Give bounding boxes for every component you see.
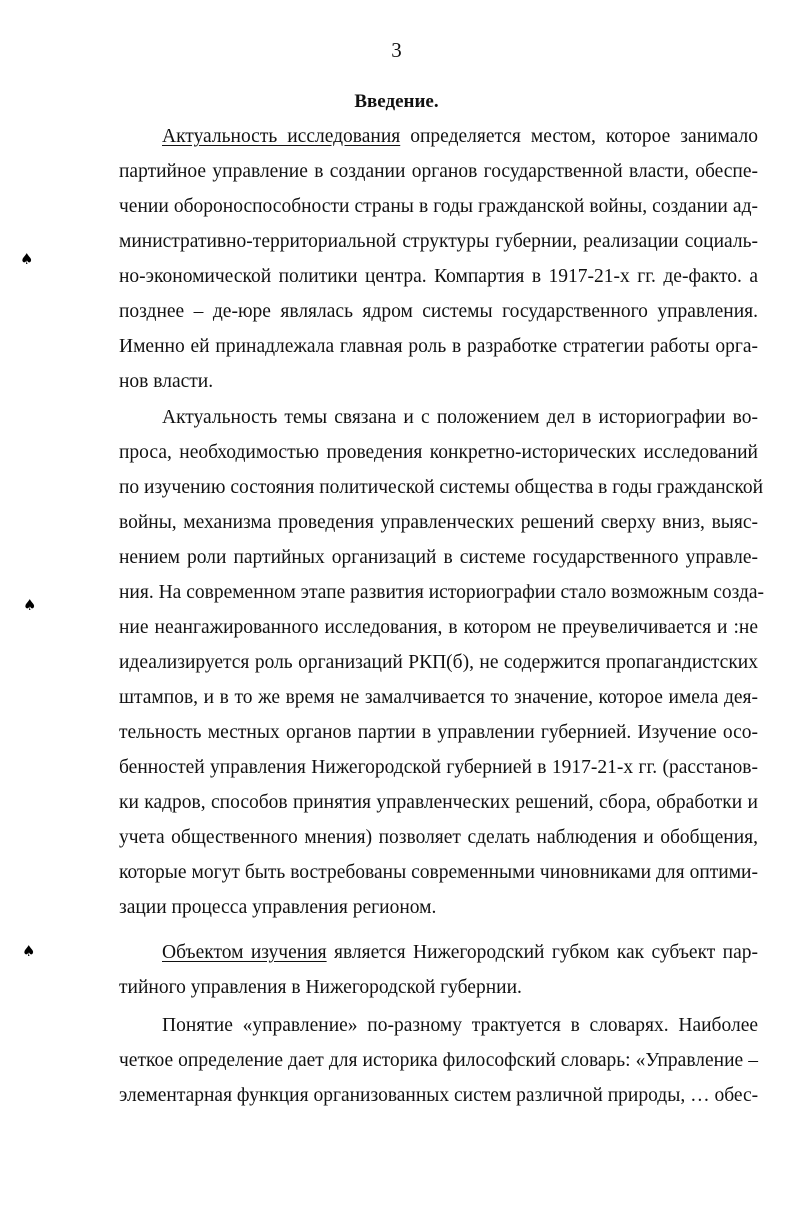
text-line: идеализируется роль организаций РКП(б), не содержится пропагандистских [119, 652, 758, 673]
text-line: тельность местных органов партии в управлении губернией. Изучение осо- [119, 722, 758, 743]
text-line: Именно ей принадлежала главная роль в разработке стратегии работы орга- [119, 336, 758, 357]
text-line: Объектом изучения является Нижегородский губком как субъект пар- [162, 942, 758, 963]
text-line: партийное управление в создании органов государственной власти, обеспе- [119, 161, 758, 182]
text-line: учета общественного мнения) позволяет сделать наблюдения и обобщения, [119, 827, 758, 848]
text-line: Актуальность темы связана и с положением дел в историографии во- [162, 407, 758, 428]
text-line: по изучению состояния политической системы общества в годы гражданской [119, 477, 764, 498]
section-heading: Введение. [354, 91, 439, 112]
text-line: чении обороноспособности страны в годы гражданской войны, создании ад- [119, 196, 758, 217]
binding-hole-mark: ♠ [23, 596, 37, 614]
text-line: министративно-территориальной структуры губернии, реализации социаль- [119, 231, 758, 252]
text-line: но-экономической политики центра. Компартия в 1917-21-х гг. де-факто. а [119, 266, 758, 287]
text-line: зации процесса управления регионом. [119, 897, 437, 918]
page-number: 3 [391, 38, 402, 62]
text-line: ки кадров, способов принятия управленческих решений, сбора, обработки и [119, 792, 758, 813]
binding-hole-mark: ♠ [22, 942, 36, 960]
text-line: проса, необходимостью проведения конкретно-исторических исследований [119, 442, 758, 463]
text-line: нением роли партийных организаций в системе государственного управле- [119, 547, 758, 568]
underlined-term: Актуальность исследования [162, 126, 401, 147]
text-line: элементарная функция организованных систем различной природы, … обес- [119, 1085, 759, 1106]
text-line: тийного управления в Нижегородской губернии. [119, 977, 522, 998]
binding-hole-mark: ♠ [20, 250, 34, 268]
text-line: Понятие «управление» по-разному трактуется в словарях. Наиболее [162, 1015, 758, 1036]
text-line: ния. На современном этапе развития историографии стало возможным созда- [119, 582, 765, 603]
text-line: четкое определение дает для историка философский словарь: «Управление – [119, 1050, 758, 1071]
text-line: штампов, и в то же время не замалчивается то значение, которое имела дея- [119, 687, 758, 708]
text-line: войны, механизма проведения управленческих решений сверху вниз, выяс- [119, 512, 758, 533]
text-line: нов власти. [119, 371, 214, 392]
text-line: позднее – де-юре являлась ядром системы государственного управления. [119, 301, 758, 322]
text-line: Актуальность исследования определяется местом, которое занимало [162, 126, 758, 147]
text-line: которые могут быть востребованы современными чиновниками для оптими- [119, 862, 758, 883]
text-line: ние неангажированного исследования, в котором не преувеличивается и :не [119, 617, 758, 638]
underlined-term: Объектом изучения [162, 942, 327, 963]
text-line: бенностей управления Нижегородской губернией в 1917-21-х гг. (расстанов- [119, 757, 758, 778]
